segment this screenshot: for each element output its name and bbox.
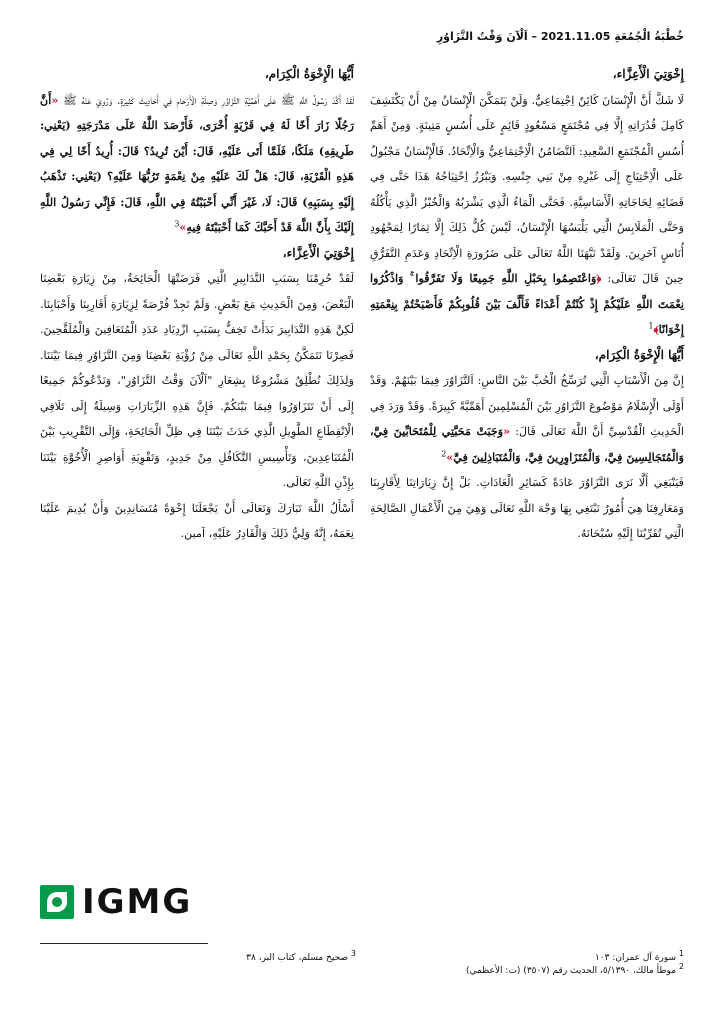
hadith-quote: وَجَبَتْ مَحَبَّتِي لِلْمُتَحَابِّينَ فِيَّ، وَالْمُتَجَالِسِينَ فِيَّ، وَالْمُتَزَاوِرِينَ فِيَّ، وَالْمُتَبَاذِلِينَ فِيَّ (370, 424, 684, 464)
section-heading: أَيُّهَا الْإِخْوَةُ الْكِرَام، (264, 67, 354, 81)
footnote-text: صحيح مسلم، كتاب البر، ٣٨ (246, 953, 349, 963)
quran-verse: وَاعْتَصِمُوا بِحَبْلِ اللَّهِ جَمِيعًا وَلَا تَفَرَّقُوا ۚ وَاذْكُرُوا نِعْمَتَ اللَّهِ عَلَيْكُمْ إِذْ كُنْتُمْ أَعْدَاءً فَأَلَّفَ بَيْنَ قُلُوبِكُمْ فَأَصْبَحْتُمْ بِنِعْمَتِهِ إِخْوَانًا (370, 271, 684, 336)
page-header (40, 30, 684, 43)
quote-mark-close: » (179, 220, 187, 234)
paragraph-text: لَقَدْ أَكَّدَ رَسُولُ اللَّهِ ﷺ عَلَى أَهَمِّيَّةِ التَّزَاوُرِ وَصِلَةِ الْأَرْحَامِ فِي أَحَادِيثَ كَثِيرَةٍ. وَرُوِيَ عَنْهُ ﷺ (63, 93, 354, 107)
footnotes-left (40, 949, 356, 965)
footnote-ref[interactable]: 3 (174, 219, 180, 229)
sermon-title: خُطْبَةُ الْجُمُعَةِ 2021.11.05 – اَلْآنَ وَقْتُ التَّزَاوُرِ (436, 30, 684, 43)
section-heading: إِخْوَتِيَ الْأَعِزَّاء، (612, 67, 684, 81)
quote-bracket-open: ﴿ (596, 271, 602, 285)
quote-mark-open: « (503, 424, 511, 438)
quote-mark-close: » (446, 449, 454, 464)
section-heading: إِخْوَتِيَ الْأَعِزَّاء، (282, 245, 354, 260)
igmg-logo (40, 884, 192, 920)
footnote-ref[interactable]: 2 (441, 448, 447, 458)
hadith-quote: أَنَّ رَجُلًا زَارَ أَخًا لَهُ فِي قَرْيَةٍ أُخْرَى، فَأَرْصَدَ اللَّهُ عَلَى مَدْرَجَتِهِ (يَعْنِي: طَرِيقِهِ) مَلَكًا، فَلَمَّا أَتَى عَلَيْهِ، قَالَ: أَيْنَ تُرِيدُ؟ قَالَ: أُرِيدُ أَخًا لِي فِي هَذِهِ الْقَرْيَةِ، قَالَ: هَلْ لَكَ عَلَيْهِ مِنْ نِعْمَةٍ تَرُبُّهَا عَلَيْهِ؟ (يَعْنِي: تَذْهَبُ إِلَيْهِ بِسَبَبِهِ) قَالَ: لَا، غَيْرَ أَنِّي أَحْبَبْتُهُ فِي اللَّهِ، قَالَ: فَإِنِّي رَسُولُ اللَّهِ إِلَيْكَ بِأَنَّ اللَّهَ قَدْ أَحَبَّكَ كَمَا أَحْبَبْتَهُ فِيهِ (40, 92, 354, 234)
left-column (40, 62, 354, 547)
footnote-divider (40, 943, 208, 944)
quote-bracket-close: ﴾ (653, 322, 659, 336)
footnote-number: 3 (350, 949, 356, 958)
footnote-ref[interactable]: 1 (648, 321, 654, 331)
paragraph: أَسْأَلُ اللَّهَ تَبَارَكَ وَتَعَالَى أَنْ يَجْعَلَنَا إِخْوَةً مُتَسَانِدِينَ وَأَنْ يُدِيمَ عَلَيْنَا نِعَمَهُ، إِنَّهُ وَلِيُّ ذَلِكَ وَالْقَادِرُ عَلَيْهِ، آمين. (40, 501, 354, 540)
quote-mark-open: « (51, 92, 59, 107)
paragraph-text: إِنَّ مِنَ الْأَسْبَابِ الَّتِي تُرَسِّخُ الْحُبَّ بَيْنَ النَّاسِ: اَلتَّزَاوُرَ فِيمَا بَيْنَهُمْ. وَقَدْ أَوْلَى الْإِسْلَامُ مَوْضُوعَ التَّزَاوُرِ بَيْنَ الْمُسْلِمِينَ أَهَمِّيَّةً كَبِيرَةً. وَقَدْ وَرَدَ فِي الْحَدِيثِ الْقُدْسِيِّ أَنَّ اللَّهَ تَعَالَى قَالَ: (370, 374, 684, 438)
paragraph (370, 368, 684, 470)
footnote-number: 1 (678, 949, 684, 958)
paragraph (40, 88, 354, 241)
igmg-logo-text: IGMG (82, 882, 193, 922)
footnote (368, 962, 684, 978)
right-column (370, 62, 684, 547)
footnotes-right (368, 949, 684, 978)
footnote (368, 949, 684, 965)
footnote (40, 949, 356, 965)
section-heading: أَيُّهَا الْإِخْوَةُ الْكِرَام، (594, 347, 684, 362)
paragraph (370, 88, 684, 343)
footnote-text: سورة آل عمران: ١٠٣ (594, 953, 677, 963)
igmg-logo-icon (40, 885, 74, 919)
paragraph: فَيَنْبَغِي أَلَّا نَرَى التَّزَاوُرَ عَادَةً كَسَائِرِ الْعَادَاتِ. بَلْ إِنَّ زِيَارَاتِنَا لِأَقَارِبِنَا وَمَعَارِفِنَا هِيَ أُمُورٌ نَبْتَغِي بِهَا وَجْهَ اللَّهِ تَعَالَى وَهِيَ مِنَ الْأَعْمَالِ الصَّالِحَةِ الَّتِي تُقَرِّبُنَا إِلَيْهِ سُبْحَانَهُ. (370, 476, 684, 540)
footnote-text: موطأ مالك، ٥/١٣٩٠، الحديث رقم (٣٥٠٧) (ت: الأعظمي) (465, 966, 677, 976)
paragraph-text: لَا شَكَّ أَنَّ الْإِنْسَانَ كَائِنٌ اِجْتِمَاعِيٌّ. وَلَنْ يَتَمَكَّنَ الْإِنْسَانُ مِنْ أَنْ يَكْتَشِفَ كَامِلَ قُدُرَاتِهِ إِلَّا فِي مُجْتَمَعٍ مَسْعُودٍ قَائِمٍ عَلَى أُسُسٍ مَتِينَةٍ. وَمِنْ أَهَمِّ أُسُسِ الْمُجْتَمَعِ السَّعِيدِ: اَلتَّضَامُنُ الْاِجْتِمَاعِيُّ وَالْاِتِّحَادُ. فَالْإِنْسَانُ مَجْبُولٌ عَلَى الْاِحْتِيَاجِ إِلَى غَيْرِهِ مِنْ بَنِي جِنْسِهِ. وَيَبْرُزُ اِحْتِيَاجُهُ هَذَا حَتَّى فِي قَضَائِهِ لِحَاجَاتِهِ الْأَسَاسِيَّةِ. فَحَتَّى الْمَاءُ الَّذِي يَشْرَبُهُ وَالْخُبْزُ الَّذِي يَأْكُلُهُ وَحَتَّى الْمَلَابِسُ الَّتِي يَلْبَسُهَا الْإِنْسَانُ، لَيْسَ كُلُّ ذَلِكَ إِلَّا ثِمَارًا لِمَجْهُودِ أُنَاسٍ آخَرِينَ. وَلَقَدْ نَبَّهَنَا اللَّهُ تَعَالَى عَلَى ضَرُورَةِ الْاِتِّحَادِ وَعَدَمِ التَّفَرُّقِ حِينَ قَالَ تَعَالَى: (370, 93, 684, 285)
paragraph: لَقَدْ حُرِمْنَا بِسَبَبِ التَّدَابِيرِ الَّتِي فَرَضَتْهَا الْجَائِحَةُ، مِنْ زِيَارَةِ بَعْضِنَا الْبَعْضَ، وَمِنَ الْحَدِيثِ مَعَ بَعْضٍ. وَلَمْ نَجِدْ فُرْصَةً لِزِيَارَةِ أَقَارِبِنَا وَأَحْبَابِنَا. لَكِنَّ هَذِهِ التَّدَابِيرَ بَدَأَتْ تَخِفُّ بِسَبَبِ ازْدِيَادِ عَدَدِ الْمُتَعَافِينَ وَالْمُلَقَّحِينَ. فَصِرْنَا نَتَمَكَّنُ بِحَمْدِ اللَّهِ تَعَالَى مِنْ رُؤْيَةِ بَعْضِنَا وَمِنَ التَّزَاوُرِ فِيمَا بَيْنَنَا. وَلِذَلِكَ نُطْلِقُ مَشْرُوعًا بِشِعَارِ "اَلْآنَ وَقْتُ التَّزَاوُرِ"، وَنَدْعُوكُمْ جَمِيعًا إِلَى أَنْ تَتَزَاوَرُوا فِيمَا بَيْنَكُمْ. فَإِنَّ هَذِهِ الزِّيَارَاتِ وَسِيلَةٌ إِلَى تَلَافِي الْاِنْقِطَاعِ الطَّوِيلِ الَّذِي حَدَثَ بَيْنَنَا فِي ظِلِّ الْجَائِحَةِ، وَإِلَى التَّقْرِيبِ بَيْنَ الْمُتَبَاعِدِينَ، وَتَأْسِيسِ التَّكَافُلِ مِنْ جَدِيدٍ، وَتَقْوِيَةِ أَوَاصِرِ الْأُخُوَّةِ بَيْنَنَا بِإِذْنِ اللَّهِ تَعَالَى. (40, 272, 354, 489)
footnote-number: 2 (678, 962, 684, 971)
